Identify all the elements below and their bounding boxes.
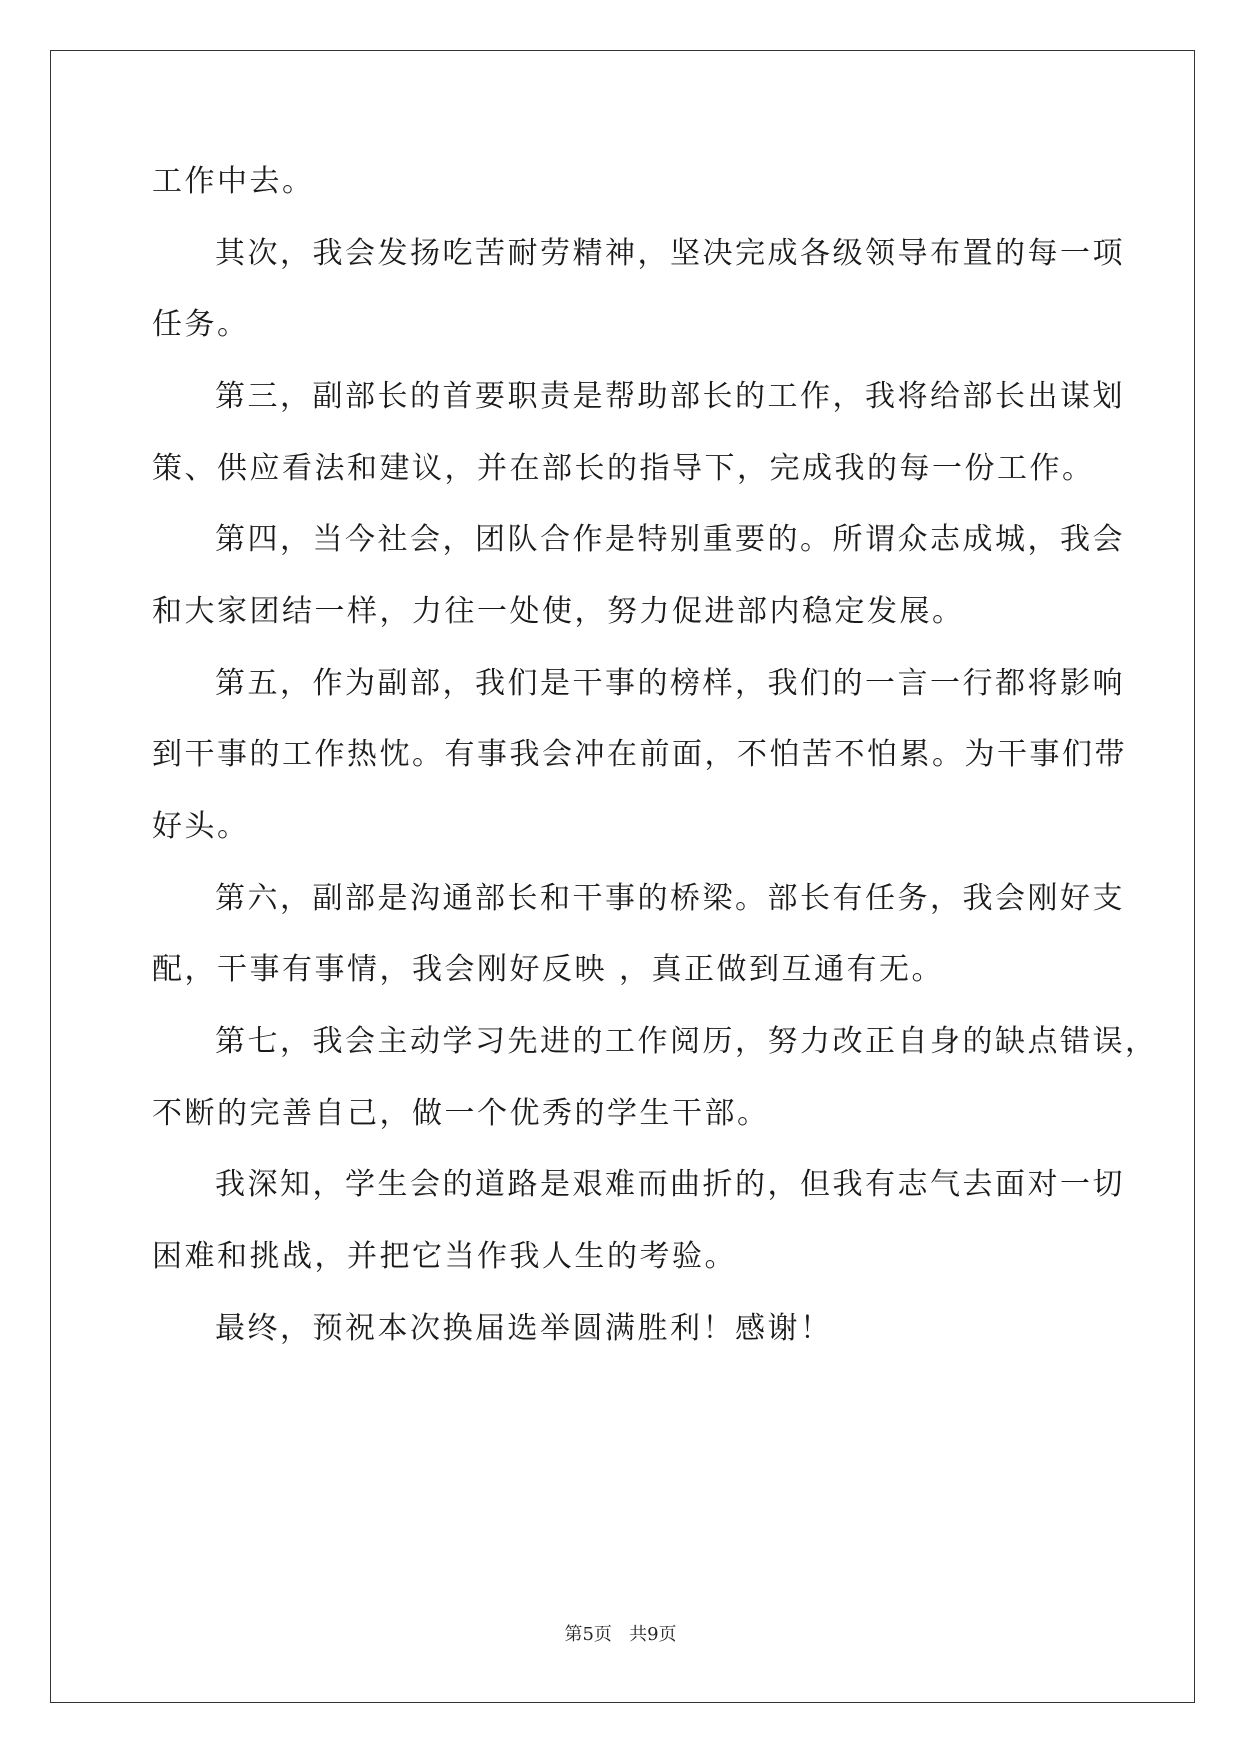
text-line: 第六，副部是沟通部长和干事的桥梁。部长有任务，我会刚好支: [215, 881, 1125, 916]
text-line: 和大家团结一样，力往一处使，努力促进部内稳定发展。: [152, 594, 965, 629]
current-page-number: 第5页: [564, 1624, 612, 1645]
page-border: [50, 50, 1195, 1703]
text-line: 第五，作为副部，我们是干事的榜样，我们的一言一行都将影响: [215, 666, 1125, 701]
total-pages: 共9页: [629, 1624, 677, 1645]
text-line: 配，干事有事情，我会刚好反映 ，真正做到互通有无。: [152, 952, 945, 987]
text-line: 我深知，学生会的道路是艰难而曲折的，但我有志气去面对一切: [215, 1167, 1125, 1202]
text-line: 困难和挑战，并把它当作我人生的考验。: [152, 1239, 737, 1274]
text-line: 不断的完善自己，做一个优秀的学生干部。: [152, 1096, 770, 1131]
text-line: 最终，预祝本次换届选举圆满胜利！感谢！: [215, 1311, 833, 1346]
text-line: 策、供应看法和建议，并在部长的指导下，完成我的每一份工作。: [152, 451, 1095, 486]
text-line: 任务。: [152, 307, 250, 342]
page-footer: [0, 1623, 1241, 1647]
text-line: 第三，副部长的首要职责是帮助部长的工作，我将给部长出谋划: [215, 379, 1125, 414]
text-line: 第四，当今社会，团队合作是特别重要的。所谓众志成城，我会: [215, 522, 1125, 557]
text-line: 第七，我会主动学习先进的工作阅历，努力改正自身的缺点错误，: [215, 1024, 1158, 1059]
text-line: 好头。: [152, 809, 250, 844]
text-line: 工作中去。: [152, 164, 315, 199]
text-line: 其次，我会发扬吃苦耐劳精神，坚决完成各级领导布置的每一项: [215, 236, 1125, 271]
text-line: 到干事的工作热忱。有事我会冲在前面，不怕苦不怕累。为干事们带: [152, 737, 1127, 772]
